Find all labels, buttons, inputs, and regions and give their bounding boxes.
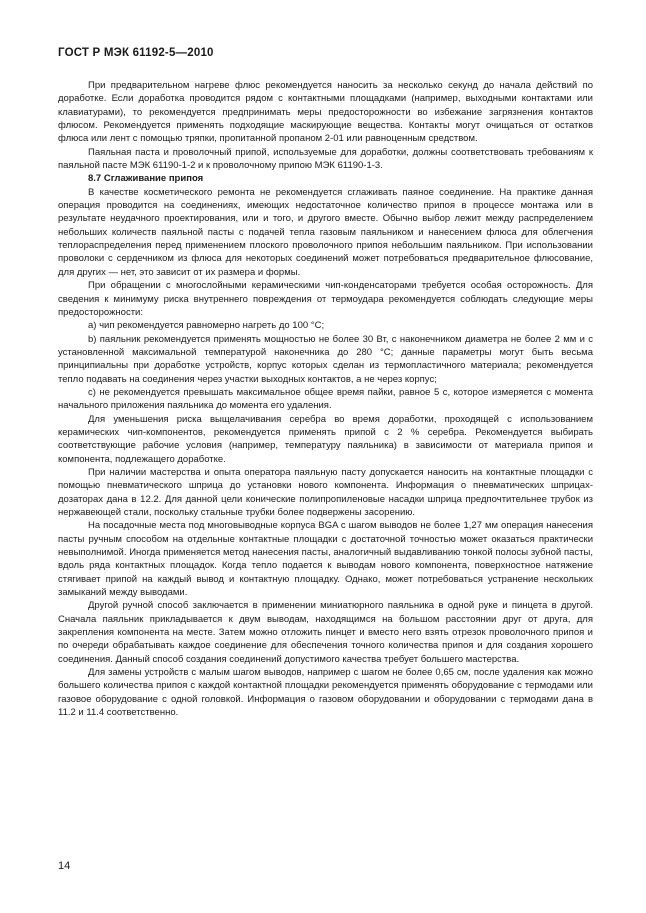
document-body [58, 79, 593, 720]
paragraph: На посадочные места под многовыводные корпуса BGA с шагом выводов не более 1,27 мм операция нанесения пасты ручным способом на отдельные контактные площадки с достаточной точностью может оказаться практически невыполнимой. Иногда применяется метод нанесения пасты, аналогичный выдавливанию тонкой полосы зубной пасты, вдоль ряда контактных площадок. Когда тепло подается к выводам нового компонента, поверхностное натяжение стягивает припой на каждый вывод и контактную площадку. Однако, может потребоваться устранение нескольких замыканий между выводами. [58, 520, 593, 599]
list-item: b) паяльник рекомендуется применять мощностью не более 30 Вт, с наконечником диаметра не более 2 мм и с установленной максимальной температурой наконечника до 280 °С; данные параметры могут быть весьма принципиальны при доработке устройств, корпус которых сделан из термопластичного материала; рекомендуется тепло подавать на соединения через участки выходных контактов, а не через корпус; [58, 333, 593, 385]
paragraph: Для замены устройств с малым шагом выводов, например с шагом не более 0,65 см, после удаления как можно большего количества припоя с каждой контактной площадки рекомендуется применять оборудование с термодами или газовое оборудование с одной головкой. Информация о газовом оборудовании и оборудовании с термодами дана в 11.2 и 11.4 соответственно. [58, 667, 593, 719]
paragraph: Для уменьшения риска выщелачивания серебра во время доработки, проходящей с использованием керамических чип-компонентов, рекомендуется применять припой с 2 % серебра. Рекомендуется выбирать соответствующие рабочие условия (например, температуру паяльника) в зависимости от материала припоя и компонента, подлежащего доработке. [58, 413, 593, 465]
paragraph: Другой ручной способ заключается в применении миниатюрного паяльника в одной руке и пинцета в другой. Сначала паяльник прикладывается к двум выводам, находящимся на большом расстоянии друг от друга, для закрепления компонента на месте. Затем можно отложить пинцет и вместо него взять отрезок проволочного припоя и по очереди обрабатывать каждое соединение для обеспечения точного количества припоя и для создания хорошего соединения. Данный способ создания соединений допустимого качества требует большего мастерства. [58, 600, 593, 665]
paragraph: При наличии мастерства и опыта оператора паяльную пасту допускается наносить на контактные площадки с помощью пневматического шприца до установки нового компонента. Информация о пневматических шприцах-дозаторах дана в 12.2. Для данной цели конические полипропиленовые насадки шприца предпочтительнее трубок из нержавеющей стали, поскольку стальные трубки более подвержены засорению. [58, 466, 593, 518]
section-heading: 8.7 Сглаживание припоя [88, 173, 204, 185]
paragraph: При обращении с многослойными керамическими чип-конденсаторами требуется особая осторожность. Для сведения к минимуму риска внутреннего повреждения от термоудара рекомендуется соблюдать следующие меры предосторожности: [58, 280, 593, 318]
list-item: c) не рекомендуется превышать максимальное общее время пайки, равное 5 с, которое измеряется с момента начального приложения паяльника до момента его удаления. [58, 386, 593, 412]
paragraph: В качестве косметического ремонта не рекомендуется сглаживать паяное соединение. На практике данная операция проводится на соединениях, имеющих недостаточное количество припоя в процессе монтажа или в результате неудачного проектирования, или и того, и другого вместе. Обычно выбор лежит между распределением небольших количеств паяльной пасты с подачей тепла газовым паяльником и нанесением флюса для облегчения теплораспределения перед применением плоского проволочного припоя небольшим паяльником. При использовании проволоки с сердечником из флюса для некоторых соединений может потребоваться предварительное флюсование, для других — нет, это зависит от их размера и формы. [58, 186, 593, 278]
list-item: а) чип рекомендуется равномерно нагреть до 100 °С; [88, 320, 325, 332]
document-header: ГОСТ Р МЭК 61192-5—2010 [58, 47, 214, 59]
paragraph: Паяльная паста и проволочный припой, используемые для доработки, должны соответствовать требованиям к паяльной пасте МЭК 61190-1-2 и к проволочному припою МЭК 61190-1-3. [58, 146, 593, 172]
page-number: 14 [58, 860, 71, 872]
paragraph: При предварительном нагреве флюс рекомендуется наносить за несколько секунд до начала действий по доработке. Если доработка проводится рядом с контактными площадками (например, выходными контактами или клавиатурами), то рекомендуется предпринимать меры предосторожности во избежание загрязнения контактов флюсом. Рекомендуется применять подходящие маскирующие вещества. Контакты могут очищаться от остатков флюса или лент с помощью тряпки, пропитанной пропаном 2-01 или равноценным средством. [58, 80, 593, 145]
